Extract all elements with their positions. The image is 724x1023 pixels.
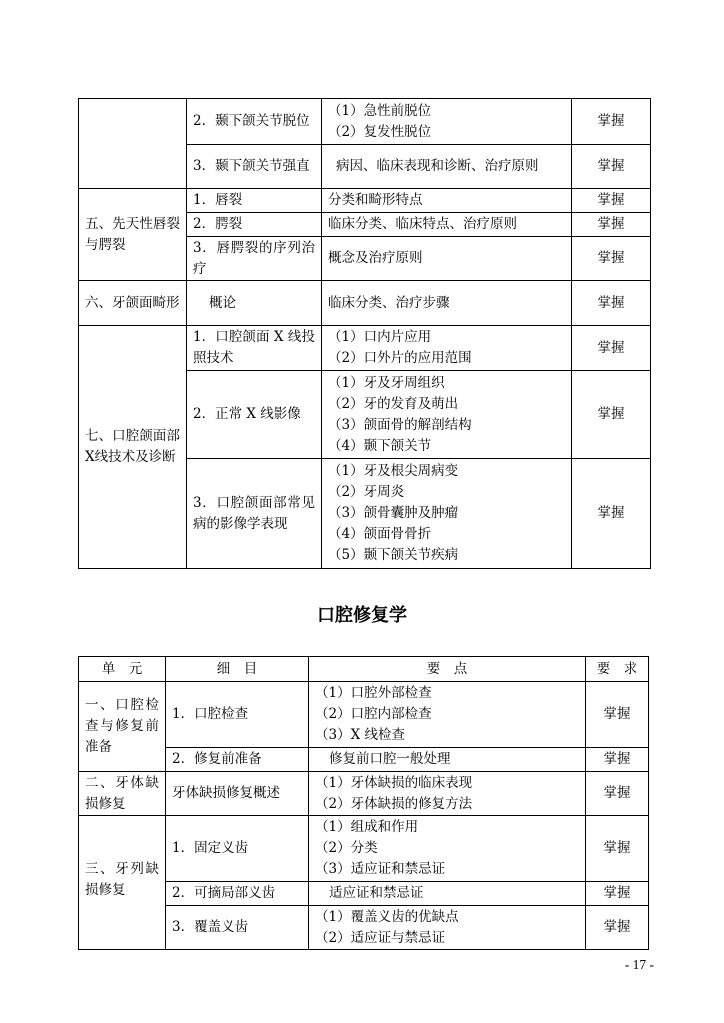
points-cell [322, 189, 572, 213]
point-line: 修复前口腔一般处理 [329, 751, 451, 767]
subitem-cell: 3．颞下颌关节强直 [187, 145, 322, 189]
point-line: （2）牙周炎 [328, 484, 405, 500]
subitem-cell: 2．可摘局部义齿 [166, 882, 309, 906]
point-line: 病因、临床表现和诊断、治疗原则 [336, 158, 539, 174]
points-cell [322, 326, 572, 371]
requirement-cell: 掌握 [572, 459, 651, 569]
requirement-cell: 掌握 [572, 371, 651, 459]
requirement-cell: 掌握 [586, 748, 649, 772]
header-subitem: 细 目 [166, 657, 309, 682]
points-cell [322, 145, 572, 189]
curriculum-table-continued [78, 98, 651, 569]
unit-cell-empty [79, 99, 187, 189]
subitem-cell: 2．正常 X 线影像 [187, 371, 322, 459]
point-line: （2）口腔内部检查 [315, 706, 432, 722]
points-cell [322, 213, 572, 237]
subitem-cell: 2．腭裂 [187, 213, 322, 237]
table-row [79, 326, 651, 371]
points-cell [309, 906, 586, 950]
header-row [79, 657, 649, 682]
point-line: （3）X 线检查 [315, 727, 405, 743]
unit-cell: 七、口腔颌面部X线技术及诊断 [79, 326, 187, 569]
subitem-cell: 1．唇裂 [187, 189, 322, 213]
header-points: 要 点 [309, 657, 586, 682]
point-line: （3）适应证和禁忌证 [315, 861, 446, 877]
section-title: 口腔修复学 [317, 605, 407, 626]
points-cell [309, 682, 586, 748]
point-line: （2）牙的发育及萌出 [328, 395, 459, 412]
subitem-cell: 概论 [187, 281, 322, 326]
requirement-cell: 掌握 [572, 145, 651, 189]
point-line: （2）复发性脱位 [328, 123, 432, 140]
requirement-cell: 掌握 [572, 281, 651, 326]
subitem-cell: 2．修复前准备 [166, 748, 309, 772]
point-line: 临床分类、治疗步骤 [328, 294, 450, 311]
header-requirement: 要 求 [586, 657, 649, 682]
subitem-cell: 牙体缺损修复概述 [166, 772, 309, 816]
unit-cell: 二、牙体缺损修复 [79, 772, 166, 816]
table-row [79, 772, 649, 816]
point-line: （4）颌面骨骨折 [328, 526, 432, 542]
point-line: （1）牙及根尖周病变 [328, 463, 459, 479]
requirement-cell: 掌握 [572, 326, 651, 371]
points-cell [322, 371, 572, 459]
point-line: （2）适应证与禁忌证 [315, 929, 446, 946]
table-row [79, 281, 651, 326]
subitem-cell: 1．口腔颌面 X 线投照技术 [187, 326, 322, 371]
points-cell [309, 772, 586, 816]
points-cell [309, 816, 586, 882]
requirement-cell: 掌握 [586, 772, 649, 816]
subitem-cell: 3．口腔颌面部常见病的影像学表现 [187, 459, 322, 569]
point-line: （2）牙体缺损的修复方法 [315, 795, 473, 812]
requirement-cell: 掌握 [586, 906, 649, 950]
requirement-cell: 掌握 [586, 816, 649, 882]
unit-cell: 三、牙列缺损修复 [79, 816, 166, 950]
table-row [79, 189, 651, 213]
requirement-cell: 掌握 [572, 99, 651, 145]
table-row [79, 816, 649, 882]
subitem-cell: 2．颞下颌关节脱位 [187, 99, 322, 145]
point-line: （1）口腔外部检查 [315, 685, 432, 701]
point-line: （1）覆盖义齿的优缺点 [315, 908, 459, 925]
subitem-cell: 3．唇腭裂的序列治疗 [187, 237, 322, 281]
points-cell [322, 459, 572, 569]
point-line: （2）分类 [315, 840, 378, 856]
page-number: - 17 - [624, 957, 654, 972]
point-line: （2）口外片的应用范围 [328, 350, 472, 366]
points-cell [309, 882, 586, 906]
unit-cell: 五、先天性唇裂与腭裂 [79, 189, 187, 281]
points-cell [309, 748, 586, 772]
unit-cell: 一、口腔检查与修复前准备 [79, 682, 166, 772]
point-line: （5）颞下颌关节疾病 [328, 547, 459, 563]
point-line: （3）颌面骨的解剖结构 [328, 416, 472, 433]
prosthodontics-table [78, 656, 649, 950]
points-cell [322, 281, 572, 326]
point-line: （4）颞下颌关节 [328, 437, 432, 454]
point-line: 概念及治疗原则 [328, 250, 423, 266]
point-line: （1）牙及牙周组织 [328, 374, 445, 391]
requirement-cell: 掌握 [572, 213, 651, 237]
point-line: （1）急性前脱位 [328, 102, 432, 119]
point-line: 分类和畸形特点 [328, 192, 423, 208]
point-line: （1）口内片应用 [328, 329, 432, 345]
point-line: 适应证和禁忌证 [329, 885, 424, 901]
point-line: （3）颌骨囊肿及肿瘤 [328, 505, 459, 521]
points-cell [322, 99, 572, 145]
point-line: 临床分类、临床特点、治疗原则 [328, 216, 517, 232]
requirement-cell: 掌握 [572, 189, 651, 213]
points-cell [322, 237, 572, 281]
point-line: （1）组成和作用 [315, 819, 419, 835]
subitem-cell: 1．固定义齿 [166, 816, 309, 882]
subitem-cell: 3．覆盖义齿 [166, 906, 309, 950]
table-row [79, 99, 651, 145]
point-line: （1）牙体缺损的临床表现 [315, 774, 473, 791]
header-unit: 单 元 [79, 657, 166, 682]
requirement-cell: 掌握 [586, 682, 649, 748]
subitem-cell: 1．口腔检查 [166, 682, 309, 748]
requirement-cell: 掌握 [572, 237, 651, 281]
requirement-cell: 掌握 [586, 882, 649, 906]
table-row [79, 682, 649, 748]
unit-cell: 六、牙颌面畸形 [79, 281, 187, 326]
